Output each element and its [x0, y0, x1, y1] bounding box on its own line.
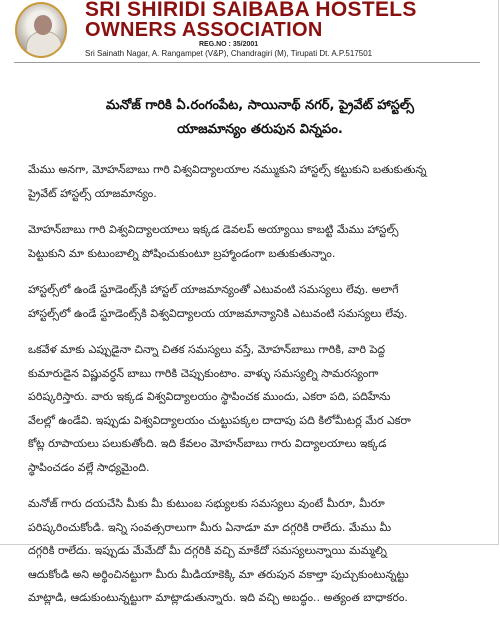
letter-body	[28, 158, 483, 623]
paragraph-line: హాస్టల్స్‌లో ఉండే స్టూడెంట్స్‌కి విశ్వవిద్యాలయ యాజమాన్యానికి ఎటువంటి సమస్యలు లేవు.	[28, 306, 408, 320]
letter-paragraph	[28, 278, 483, 325]
paragraph-line: మోహన్‌బాబు గారి విశ్వవిద్యాలయాలు ఇక్కడ డెవలప్ అయ్యాయి కాబట్టి మేము హాస్టల్స్	[28, 223, 399, 236]
letter-paragraph	[28, 158, 483, 205]
header-divider	[14, 62, 480, 63]
saibaba-logo	[15, 2, 67, 58]
letter-paragraph	[28, 218, 483, 265]
paragraph-line: హాస్టల్స్‌లో ఉండే స్టూడెంట్స్‌కి హాస్టల్ యాజమాన్యంతో ఎటువంటి సమస్యలు లేవు. అలాగే	[28, 283, 399, 296]
paragraph-line: ప్రైవేట్ హాస్టల్స్ యాజమాన్యం.	[28, 186, 157, 200]
paragraph-line: ఆదుకోండి అని అర్థించినట్టుగా మీరు మీడియాకెక్కి మా తరుపున వకాల్తా పుచ్చుకుంటున్నట్టు	[28, 567, 409, 581]
org-address: Sri Sainath Nagar, A. Rangampet (V&P), Chandragiri (M), Tirupati Dt. A.P.517501	[85, 49, 373, 58]
logo-figure-cloth	[26, 31, 62, 58]
paragraph-line: మనోజ్ గారు దయచేసి మీకు మీ కుటుంబ సభ్యులకు సమస్యలు వుంటే మీరూ, మీరూ	[28, 497, 385, 510]
registration-number: REG.NO : 35/2001	[199, 41, 259, 48]
letter-paragraph	[28, 492, 483, 610]
logo-figure-face	[34, 15, 52, 35]
paragraph-line: మాట్లాడి, ఆడుకుంటున్నట్టుగా మాట్లాడుతున్నారు. ఇది వచ్చి అబద్ధం.. అత్యంత బాధాకరం.	[28, 591, 408, 604]
paragraph-line: దగ్గరికి రాలేదు. ఇప్పుడు మేమేదో మీ దగ్గరికి వచ్చి మాకేదో సమస్యలున్నాయి మమ్మల్ని	[28, 544, 387, 557]
paragraph-line: కుమారుడైన విష్ణువర్ధన్ బాబు గారికి చెప్పుకుంటాం. వాళ్ళు సమస్యల్ని సామరస్యంగా	[28, 366, 379, 380]
org-name-line1: SRI SHIRIDI SAIBABA HOSTELS	[85, 0, 417, 21]
letter-title-line1: మనోజ్ గారికి ఏ.రంగంపేట, సాయినాథ్ నగర్, ప్రైవేట్ హాస్టల్స్	[105, 98, 415, 113]
paragraph-line: వేలల్లో ఉండేవి. ఇప్పుడు విశ్వవిద్యాలయం చుట్టుపక్కల దాదాపు పది కిలోమీటర్ల మేర ఎకరా	[28, 413, 411, 427]
org-name-line2: OWNERS ASSOCIATION	[85, 19, 323, 41]
letter-title-line2: యాజమాన్యం తరుపున విన్నపం.	[177, 122, 343, 137]
letter-paragraph	[28, 338, 483, 479]
paragraph-line: పెట్టుకుని మా కుటుంబాల్ని పోషించుకుంటూ బ్రహ్మాండంగా బతుకుతున్నాం.	[28, 246, 336, 260]
paragraph-line: ఒకవేళ మాకు ఎప్పుడైనా చిన్నా చితక సమస్యలు వస్తే, మోహన్‌బాబు గారికి, వారి పెద్ద	[28, 343, 386, 356]
paragraph-line: స్థాపించడం వల్లే సాధ్యమైంది.	[28, 460, 150, 474]
paragraph-line: పరిష్కరిస్తారు. వారు ఇక్కడ విశ్వవిద్యాలయం స్థాపించక ముందు, ఎకరా పది, పదిహేను	[28, 390, 391, 403]
paragraph-line: పరిష్కరించుకోండి. ఇన్ని సంవత్సరాలుగా మీరు ఏనాడూ మా దగ్గరికి రాలేదు. మేము మీ	[28, 520, 392, 534]
paragraph-line: మేము అనగా, మోహన్‌బాబు గారి విశ్వవిద్యాలయాల నమ్ముకుని హాస్టల్స్ కట్టుకుని బతుకుతున్న	[28, 163, 427, 176]
paragraph-line: కోట్ల రూపాయలు పలుకుతోంది. ఇది కేవలం మోహన్‌బాబు గారు విద్యాలయాలు ఇక్కడ	[28, 437, 387, 450]
